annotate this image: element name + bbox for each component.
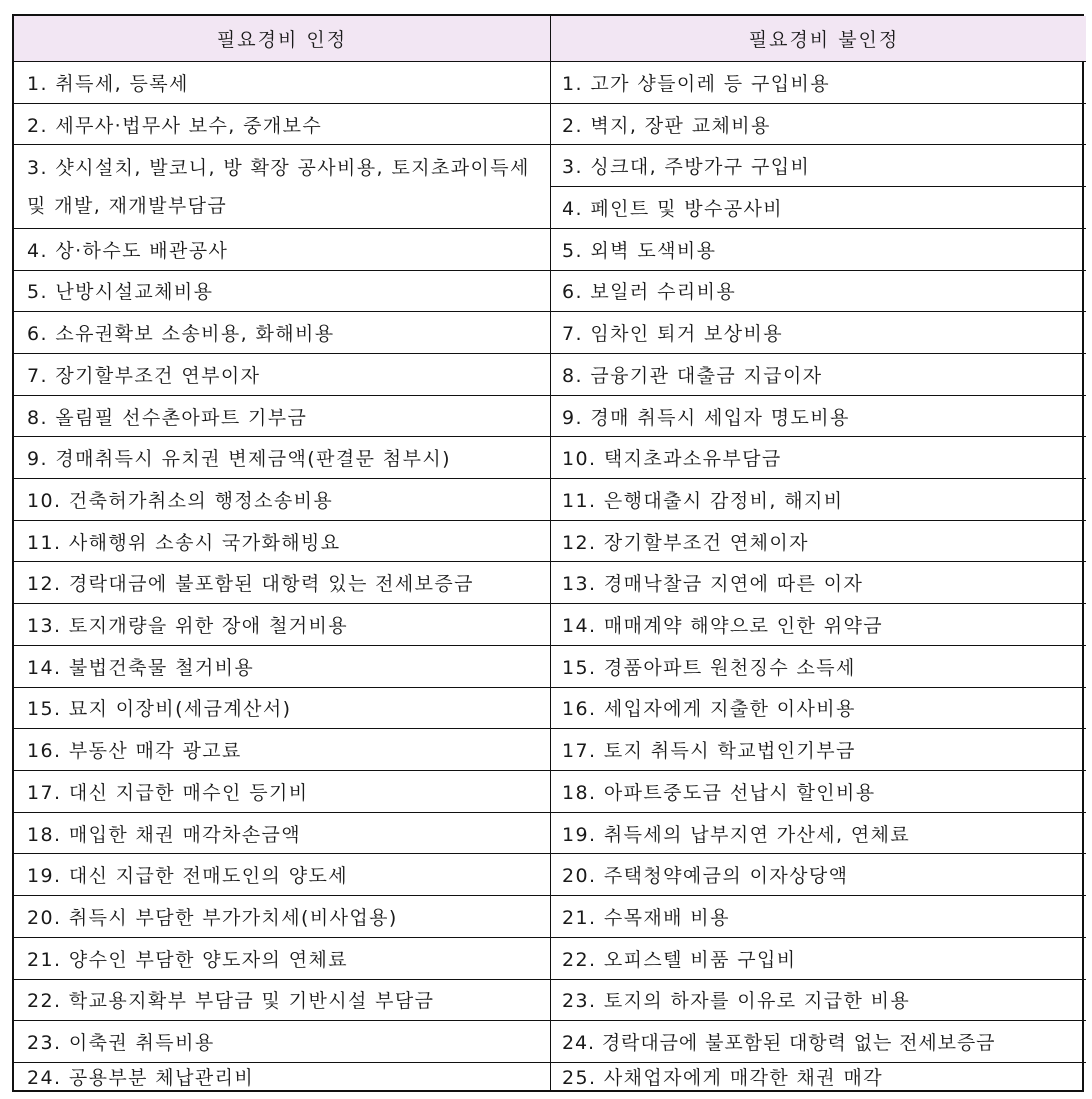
- disallowed-item: 2. 벽지, 장판 교체비용: [551, 104, 1086, 146]
- allowed-item: 6. 소유권확보 소송비용, 화해비용: [14, 312, 551, 354]
- header-allowed: 필요경비 인정: [14, 16, 551, 62]
- allowed-item: 14. 불법건축물 철거비용: [14, 646, 551, 688]
- disallowed-item: 6. 보일러 수리비용: [551, 271, 1086, 313]
- allowed-item: 5. 난방시설교체비용: [14, 271, 551, 313]
- allowed-item: 12. 경락대금에 불포함된 대항력 있는 전세보증금: [14, 562, 551, 604]
- disallowed-item: 21. 수목재배 비용: [551, 896, 1086, 938]
- disallowed-item: 4. 페인트 및 방수공사비: [551, 187, 1086, 229]
- allowed-item: 9. 경매취득시 유치권 변제금액(판결문 첨부시): [14, 437, 551, 479]
- allowed-item: 7. 장기할부조건 연부이자: [14, 354, 551, 396]
- header-disallowed: 필요경비 불인정: [551, 16, 1086, 62]
- disallowed-item: 16. 세입자에게 지출한 이사비용: [551, 688, 1086, 730]
- allowed-item: 20. 취득시 부담한 부가가치세(비사업용): [14, 896, 551, 938]
- expense-table: [12, 14, 1084, 1092]
- allowed-item: 16. 부동산 매각 광고료: [14, 729, 551, 771]
- disallowed-item: 3. 싱크대, 주방가구 구입비: [551, 145, 1086, 187]
- disallowed-item: 22. 오피스텔 비품 구입비: [551, 938, 1086, 980]
- allowed-item: 4. 상·하수도 배관공사: [14, 229, 551, 271]
- disallowed-item: 11. 은행대출시 감정비, 해지비: [551, 479, 1086, 521]
- disallowed-item: 5. 외벽 도색비용: [551, 229, 1086, 271]
- disallowed-item: 17. 토지 취득시 학교법인기부금: [551, 729, 1086, 771]
- disallowed-item: 24. 경락대금에 불포함된 대항력 없는 전세보증금: [551, 1021, 1086, 1063]
- disallowed-item: 1. 고가 샹들이레 등 구입비용: [551, 62, 1086, 104]
- disallowed-item: 23. 토지의 하자를 이유로 지급한 비용: [551, 980, 1086, 1022]
- allowed-item: 1. 취득세, 등록세: [14, 62, 551, 104]
- disallowed-item: 19. 취득세의 납부지연 가산세, 연체료: [551, 813, 1086, 855]
- allowed-item: 23. 이축권 취득비용: [14, 1021, 551, 1063]
- allowed-item: 3. 샷시설치, 발코니, 방 확장 공사비용, 토지초과이득세 및 개발, 재개발부담금: [14, 145, 551, 228]
- disallowed-item: 9. 경매 취득시 세입자 명도비용: [551, 396, 1086, 438]
- allowed-item: 17. 대신 지급한 매수인 등기비: [14, 771, 551, 813]
- allowed-item: 21. 양수인 부담한 양도자의 연체료: [14, 938, 551, 980]
- disallowed-item: 13. 경매낙찰금 지연에 따른 이자: [551, 562, 1086, 604]
- disallowed-item: 14. 매매계약 해약으로 인한 위약금: [551, 604, 1086, 646]
- disallowed-item: 10. 택지초과소유부담금: [551, 437, 1086, 479]
- disallowed-item: 18. 아파트중도금 선납시 할인비용: [551, 771, 1086, 813]
- allowed-item: 8. 올림필 선수촌아파트 기부금: [14, 396, 551, 438]
- allowed-item: 13. 토지개량을 위한 장애 철거비용: [14, 604, 551, 646]
- disallowed-item: 15. 경품아파트 원천징수 소득세: [551, 646, 1086, 688]
- allowed-item: 24. 공용부분 체납관리비: [14, 1063, 551, 1090]
- allowed-item: 15. 묘지 이장비(세금계산서): [14, 688, 551, 730]
- allowed-item: 10. 건축허가취소의 행정소송비용: [14, 479, 551, 521]
- disallowed-item: 12. 장기할부조건 연체이자: [551, 521, 1086, 563]
- disallowed-item: 8. 금융기관 대출금 지급이자: [551, 354, 1086, 396]
- allowed-item: 2. 세무사·법무사 보수, 중개보수: [14, 104, 551, 146]
- disallowed-item: 25. 사채업자에게 매각한 채권 매각: [562, 1066, 883, 1089]
- disallowed-item: 7. 임차인 퇴거 보상비용: [551, 312, 1086, 354]
- allowed-item: 11. 사해행위 소송시 국가화해빙요: [14, 521, 551, 563]
- allowed-item: 18. 매입한 채권 매각차손금액: [14, 813, 551, 855]
- disallowed-item: 20. 주택청약예금의 이자상당액: [551, 854, 1086, 896]
- allowed-item: 22. 학교용지확부 부담금 및 기반시설 부담금: [14, 980, 551, 1022]
- allowed-item: 19. 대신 지급한 전매도인의 양도세: [14, 854, 551, 896]
